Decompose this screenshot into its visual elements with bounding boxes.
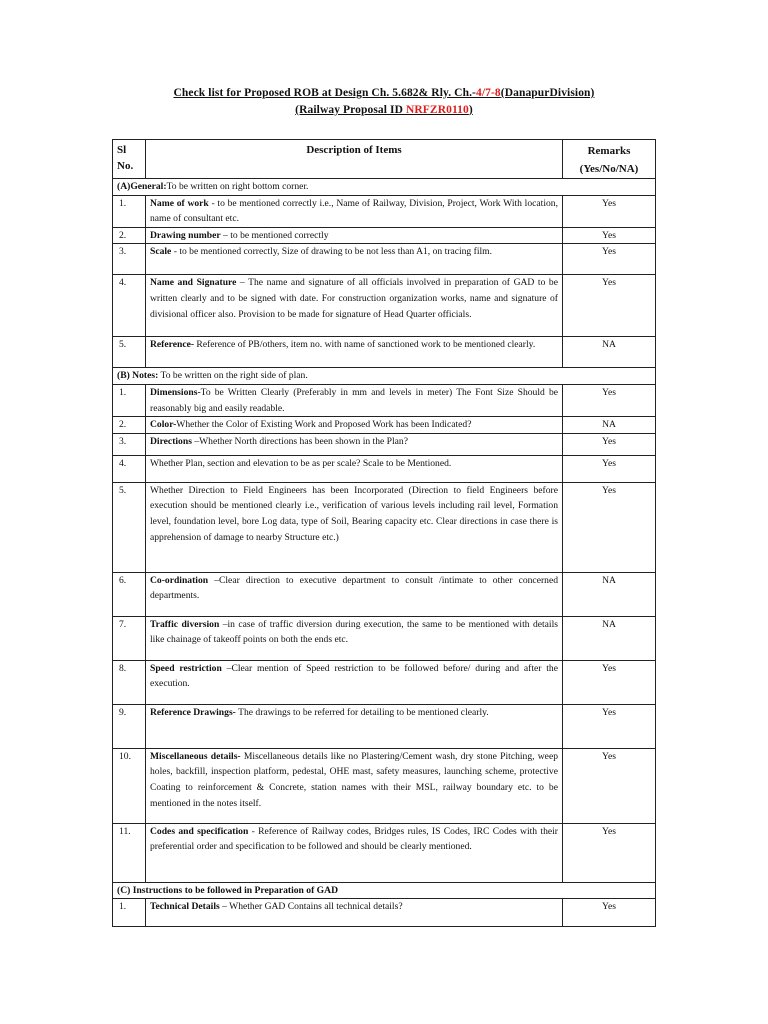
header-sl-no: Sl No. [113, 140, 146, 179]
item-text: – The name and signature of all officials involved in preparation of GAD to be written clearly and to be signed with date. For construction organization works, name and signature of divisional officer also. Provision to be made for signature of Head Quarter officials. [150, 277, 558, 320]
row-description [146, 660, 563, 704]
row-number: 6. [113, 572, 146, 616]
row-remark: NA [563, 572, 656, 616]
row-number: 7. [113, 616, 146, 660]
title-text: Check list for Proposed ROB at Design Ch. 5.682& Rly. Ch.- [173, 87, 476, 99]
row-remark: NA [563, 616, 656, 660]
row-remark: Yes [563, 823, 656, 882]
table-row [113, 482, 656, 572]
item-text: – to be mentioned correctly [220, 229, 329, 241]
item-title: Dimensions- [150, 386, 201, 398]
row-number: 8. [113, 660, 146, 704]
row-description [146, 455, 563, 482]
table-header-row [113, 140, 656, 179]
item-title: Color- [150, 419, 177, 431]
item-title: Reference Drawings- [150, 706, 236, 718]
row-remark: Yes [563, 660, 656, 704]
checklist-table [112, 139, 656, 927]
item-text: – Whether GAD Contains all technical details? [219, 901, 403, 913]
row-remark: Yes [563, 704, 656, 748]
table-body [113, 179, 656, 927]
row-remark: Yes [563, 195, 656, 227]
row-number: 5. [113, 337, 146, 368]
row-remark: Yes [563, 482, 656, 572]
item-title: Traffic diversion [150, 618, 220, 630]
row-remark: Yes [563, 275, 656, 337]
proposal-id-value: NRFZR0110 [406, 104, 469, 116]
table-row [113, 195, 656, 227]
proposal-id-label: (Railway Proposal ID [295, 104, 406, 116]
table-row [113, 616, 656, 660]
row-number: 1. [113, 899, 146, 927]
table-row [113, 244, 656, 275]
header-remarks: Remarks (Yes/No/NA) [563, 140, 656, 179]
item-title: Name and Signature [150, 277, 237, 289]
section-header-row [113, 882, 656, 899]
table-row [113, 337, 656, 368]
item-text: Whether the Color of Existing Work and Proposed Work has been Indicated? [176, 419, 472, 431]
row-number: 1. [113, 195, 146, 227]
table-row [113, 748, 656, 823]
item-text: - to be mentioned correctly, Size of drawing to be not less than A1, on tracing film. [171, 246, 493, 258]
row-description [146, 572, 563, 616]
item-text: –Whether North directions has been shown in the Plan? [191, 435, 408, 447]
row-number: 11. [113, 823, 146, 882]
proposal-id-line [0, 104, 768, 116]
item-text: - Reference of Railway codes, Bridges rules, IS Codes, IRC Codes with their preferential order and specification to be followed and should be clearly mentioned. [150, 825, 558, 853]
row-description [146, 227, 563, 244]
row-remark: Yes [563, 899, 656, 927]
item-text: –Clear direction to executive department to consult /intimate to other concerned departments. [150, 574, 558, 602]
row-remark: NA [563, 337, 656, 368]
item-title: Directions [150, 435, 192, 447]
section-note: To be written on the right side of plan. [158, 370, 308, 382]
row-number: 3. [113, 433, 146, 455]
row-number: 3. [113, 244, 146, 275]
table-row [113, 823, 656, 882]
item-text: To be Written Clearly (Preferably in mm and levels in meter) The Font Size Should be reasonably big and easily readable. [150, 386, 558, 414]
row-number: 10. [113, 748, 146, 823]
table-row [113, 572, 656, 616]
table-row [113, 899, 656, 927]
row-number: 1. [113, 384, 146, 416]
row-remark: Yes [563, 748, 656, 823]
item-text: –in case of traffic diversion during execution, the same to be mentioned with details like chainage of takeoff points on both the ends etc. [150, 618, 558, 646]
item-title: Miscellaneous details- [150, 750, 241, 762]
row-remark: Yes [563, 244, 656, 275]
table-row [113, 417, 656, 434]
row-description [146, 244, 563, 275]
item-text: Miscellaneous details like no Plastering/Cement wash, dry stone Pitching, weep holes, backfill, inspection platform, pedestal, OHE mast, safety measures, launching scheme, protective Coating to reinforcement & Concrete, station names with their MSL, railway boundary etc. to be mentioned in the notes itself. [150, 750, 558, 809]
section-header [113, 368, 656, 385]
row-description [146, 337, 563, 368]
row-remark: Yes [563, 384, 656, 416]
row-remark: Yes [563, 455, 656, 482]
row-number: 9. [113, 704, 146, 748]
section-label: (A)General: [117, 181, 167, 192]
row-number: 5. [113, 482, 146, 572]
item-title: Reference- [150, 339, 195, 351]
section-note: To be written on right bottom corner. [166, 181, 309, 192]
row-description [146, 482, 563, 572]
row-remark: NA [563, 417, 656, 434]
row-description [146, 195, 563, 227]
section-header-row [113, 179, 656, 196]
table-row [113, 227, 656, 244]
section-header [113, 882, 656, 899]
row-description [146, 275, 563, 337]
section-label: (B) Notes: [117, 370, 159, 382]
table-row [113, 704, 656, 748]
item-title: Scale [150, 246, 172, 258]
row-number: 4. [113, 455, 146, 482]
item-text: Whether Direction to Field Engineers has been Incorporated (Direction to field Engineers before execution should be mentioned clearly i.e., verification of various levels including rail level, Formation level, foundation level, bore Log data, type of Soil, Bearing capacity etc. Clear directions in case there is apprehension of damage to nearby Structure etc.) [150, 484, 558, 543]
row-description [146, 616, 563, 660]
row-remark: Yes [563, 227, 656, 244]
item-title: Co-ordination [150, 574, 209, 586]
table-row [113, 384, 656, 416]
row-description [146, 899, 563, 927]
item-title: Name of work [150, 197, 209, 209]
item-text: Whether Plan, section and elevation to be as per scale? Scale to be Mentioned. [150, 457, 452, 469]
row-number: 2. [113, 227, 146, 244]
item-title: Speed restriction [150, 662, 222, 674]
item-title: Codes and specification [150, 825, 249, 837]
row-number: 4. [113, 275, 146, 337]
section-header-row [113, 368, 656, 385]
row-remark: Yes [563, 433, 656, 455]
row-description [146, 433, 563, 455]
row-description [146, 748, 563, 823]
item-text: - to be mentioned correctly i.e., Name of Railway, Division, Project, Work With location, name of consultant etc. [150, 197, 558, 225]
table-row [113, 433, 656, 455]
item-title: Drawing number [150, 229, 221, 241]
item-title: Technical Details [150, 901, 220, 913]
table-row [113, 275, 656, 337]
proposal-id-close: ) [468, 104, 473, 116]
row-description [146, 384, 563, 416]
item-text: The drawings to be referred for detailing to be mentioned clearly. [235, 706, 489, 718]
row-description [146, 417, 563, 434]
table-row [113, 455, 656, 482]
item-text: Reference of PB/others, item no. with name of sanctioned work to be mentioned clearly. [194, 339, 536, 351]
row-number: 2. [113, 417, 146, 434]
item-text: –Clear mention of Speed restriction to be followed before/ during and after the execution. [150, 662, 558, 690]
section-label: (C) Instructions to be followed in Preparation of GAD [117, 884, 339, 896]
header-description: Description of Items [146, 140, 563, 179]
division-name: (DanapurDivision) [500, 87, 595, 99]
row-description [146, 823, 563, 882]
document-title [0, 87, 768, 99]
railway-chainage: 4/7-8 [475, 87, 501, 99]
table-row [113, 660, 656, 704]
row-description [146, 704, 563, 748]
section-header [113, 179, 656, 196]
